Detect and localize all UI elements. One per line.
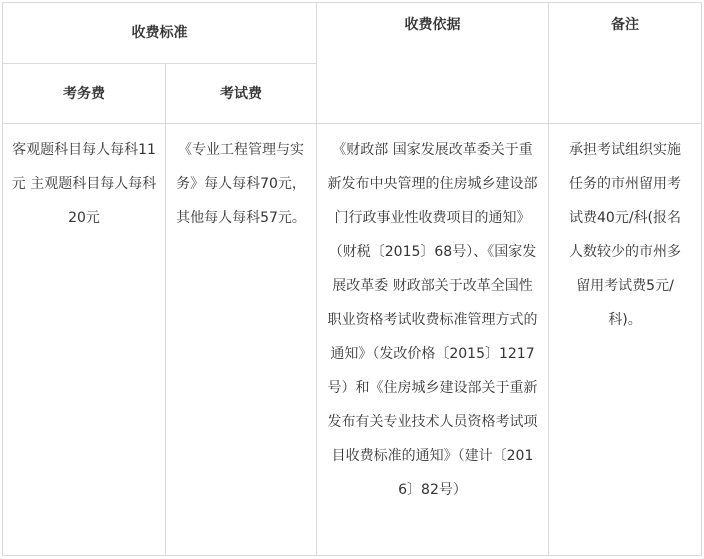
header-fee-basis: 收费依据: [317, 3, 549, 124]
remarks-text: 承担考试组织实施任务的市州留用考试费40元/科(报名人数较少的市州多留用考试费5元/科)。: [569, 142, 681, 328]
exam-fee-text: 《专业工程管理与实务》每人每科70元，其他每人每科57元。: [176, 142, 306, 226]
exam-affairs-fee-text: 客观题科目每人每科11元 主观题科目每人每科20元: [11, 142, 157, 226]
cell-exam-affairs-fee: [3, 124, 166, 556]
cell-fee-basis: [317, 124, 549, 556]
header-row-1: [3, 3, 702, 64]
header-remarks: 备注: [549, 3, 702, 124]
cell-remarks: [549, 124, 702, 556]
table-row: [3, 124, 702, 556]
fee-basis-text: 《财政部 国家发展改革委关于重新发布中央管理的住房城乡建设部门行政事业性收费项目的通知》（财税〔2015〕68号）、《国家发展改革委 财政部关于改革全国性职业资格考试收费标准管理方式的通知》（发改价格〔2015〕1217号）和《住房城乡建设部关于重新发布有关专业技术人员资格考试项目收费标准的通知》（建计〔2016〕82号）: [327, 142, 538, 498]
cell-exam-fee: [166, 124, 317, 556]
header-exam-affairs-fee: 考务费: [3, 64, 166, 124]
fee-table: [2, 2, 702, 556]
header-fee-standard: 收费标准: [3, 3, 317, 64]
header-exam-fee: 考试费: [166, 64, 317, 124]
